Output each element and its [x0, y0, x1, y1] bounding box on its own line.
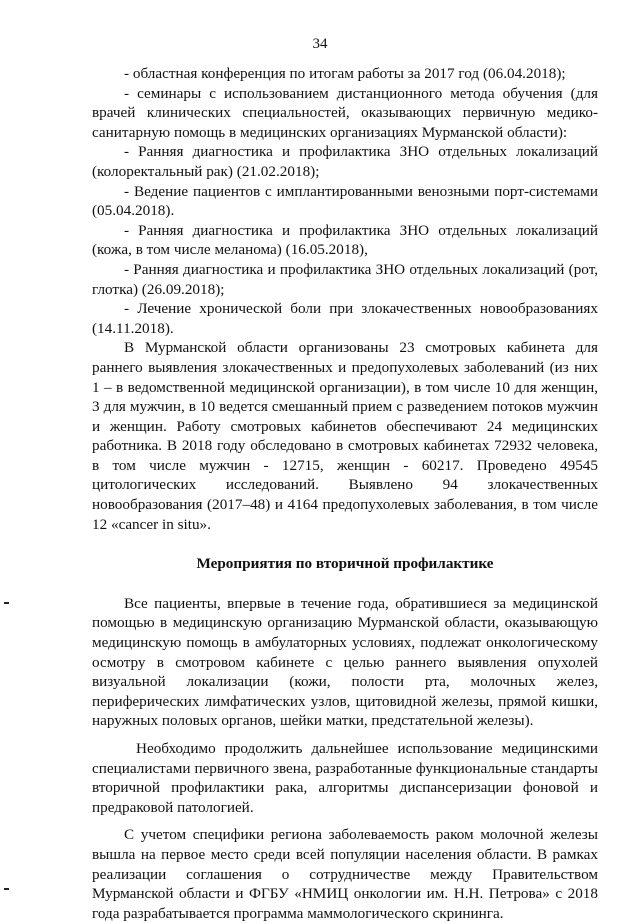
paragraph: - областная конференция по итогам работы за 2017 год (06.04.2018);: [124, 65, 566, 82]
document-body: [92, 64, 598, 923]
paragraph: - Ведение пациентов с имплантированными венозными порт-системами (05.04.2018).: [92, 182, 598, 220]
page-number: 34: [312, 36, 328, 52]
paragraph: - Ранняя диагностика и профилактика ЗНО отдельных локализаций (колоректальный рак) (21.02.2018);: [92, 143, 598, 180]
paragraph: Все пациенты, впервые в течение года, обратившиеся за медицинской помощью в медицинскую организацию Мурманской области, оказывающую медицинскую помощь в амбулаторных условиях, подлежат онкологическому осмотру в смотровом кабинете с целью раннего выявления опухолей визуальной локализации (кожи, полости рта, молочных желез, периферических лимфатических узлов, щитовидной железы, прямой кишки, наружных половых органов, шейки матки, предстательной железы).: [92, 594, 598, 730]
section-heading: Мероприятия по вторичной профилактике: [196, 555, 494, 573]
scan-mark: [4, 602, 9, 604]
paragraph: В Мурманской области организованы 23 смотровых кабинета для раннего выявления злокачественных и предопухолевых заболеваний (из них 1 – в ведомственной медицинской организации), в том числе 10 для женщин, 3 для мужчин, в 10 ведется смешанный прием с разведением потоков мужчин и женщин. Работу смотровых кабинетов обеспечивают 24 медицинских работника. В 2018 году обследовано в смотровых кабинетах 72932 человека, в том числе мужчин - 12715, женщин - 60217. Проведено 49545 цитологических исследований. Выявлено 94 злокачественных новообразования (2017–48) и 4164 предопухолевых заболевания, в том числе 12 «cancer in situ».: [92, 339, 598, 533]
paragraph: - семинары с использованием дистанционного метода обучения (для врачей клинических специальностей, оказывающих первичную медико-санитарную помощь в медицинских организациях Мурманской области):: [92, 84, 598, 141]
scan-mark: [4, 888, 9, 890]
paragraph: - Лечение хронической боли при злокачественных новообразованиях (14.11.2018).: [92, 300, 598, 337]
paragraph: С учетом специфики региона заболеваемость раком молочной железы вышла на первое место среди всей популяции населения области. В рамках реализации соглашения о сотрудничестве между Правительством Мурманской области и ФГБУ «НМИЦ онкологии им. Н.Н. Петрова» с 2018 года разрабатывается программа маммологического скрининга.: [92, 826, 598, 922]
paragraph: - Ранняя диагностика и профилактика ЗНО отдельных локализаций (рот, глотка) (26.09.2018);: [92, 260, 598, 298]
paragraph: Необходимо продолжить дальнейшее использование медицинскими специалистами первичного звена, разработанные функциональные стандарты вторичной профилактики рака, алгоритмы диспансеризации фоновой и предраковой патологией.: [92, 740, 598, 816]
paragraph: - Ранняя диагностика и профилактика ЗНО отдельных локализаций (кожа, в том числе меланома) (16.05.2018),: [92, 221, 598, 259]
